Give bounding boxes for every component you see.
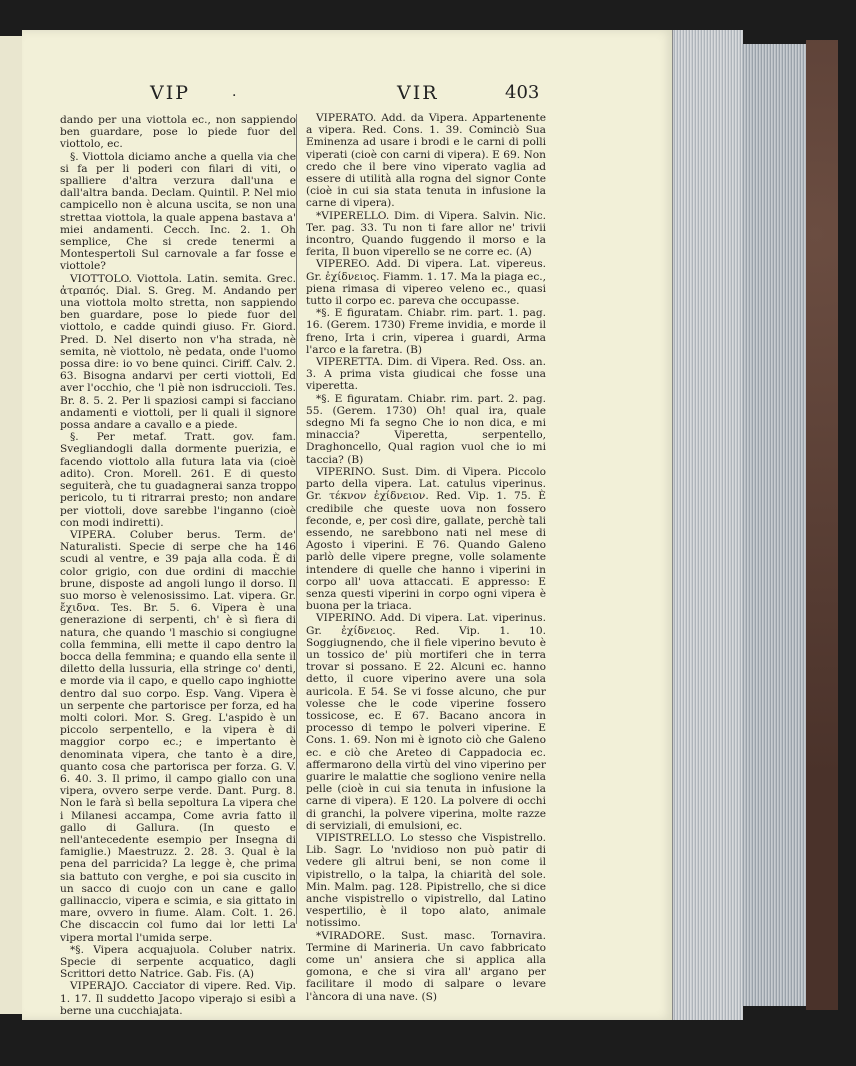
running-head-ornament: · [232,88,239,104]
right-column [306,112,546,1003]
page-block-edge [672,30,743,1020]
entry-paragraph: §. Per metaf. Tratt. gov. fam. Svegliandogli dalla dormente puerizia, e facendo viottolo alla futura lata via (cioè adito). Cron. Morell. 261. E di questo seguiterà, che tu guadagnerai sanza troppo pericolo, tu ti ritrarrai presto; non andare per viottoli, dove sarebbe l'inganno (cioè con modi indiretti). [60,431,296,529]
left-column [60,114,296,1017]
page-number: 403 [505,82,540,103]
entry-paragraph: dando per una viottola ec., non sappiendo ben guardare, pose lo piede fuor del viottolo, ec. [60,114,296,151]
left-page-edge [0,36,23,1014]
running-head-right: VIR [397,82,439,104]
entry-paragraph: *VIPERELLO. Dim. di Vipera. Salvin. Nic. Ter. pag. 33. Tu non ti fare allor ne' trivii incontro, Quando fuggendo il morso e la ferita, Il buon viperello se ne corre ec. (A) [306,209,546,259]
book-cover [806,40,838,1010]
entry-paragraph: VIPERINO. Add. Di vipera. Lat. viperinus. Gr. ἐχίδνειος. Red. Vip. 1. 10. Soggiugnendo, che il fiele viperino bevuto è un tossico de' più mortiferi che in terra trovar si possano. E 22. Alcuni ec. hanno detto, il cuore viperino avere una sola auricola. E 54. Se vi fosse alcuno, che pur volesse che le code viperine fossero tossicose, ec. E 67. Bacano ancora in processo di tempo le polveri viperine. E Cons. 1. 69. Non mi è ignoto ciò che Galeno ec. e ciò che Areteo di Cappadocia ec. affermarono della virtù del vino viperino per guarire le malattie che sogliono venire nella pelle (cioè in cui sia tenuta in infusione la carne di vipera). E 120. La polvere di occhi di granchi, la polvere viperina, molte razze di serviziali, di emulsioni, ec. [306,612,546,832]
entry-paragraph: *§. E figuratam. Chiabr. rim. part. 2. pag. 55. (Gerem. 1730) Oh! qual ira, quale sdegno Mi fa segno Che io non dica, e mi minaccia? Viperetta, serpentello, Draghoncello, Qual ragion vuol che io mi taccia? (B) [306,392,546,466]
entry-paragraph: §. Viottola diciamo anche a quella via che si fa per li poderi con filari di viti, o spalliere d'altra verzura dall'una e dall'altra banda. Declam. Quintil. P. Nel mio campicello non è alcuna uscita, se non una strettaa viottola, la quale appena bastava a' miei andamenti. Cecch. Inc. 2. 1. Oh semplice, Che si crede tenermi a Montespertoli Sul carnovale a far fosse e viottole? [60,150,296,273]
entry-paragraph: VIPERA. Coluber berus. Term. de' Naturalisti. Specie di serpe che ha 146 scudi al ventre, e 39 paja alla coda. È di color grigio, con due ordini di macchie brune, disposte ad angoli lungo il dorso. Il suo morso è velenosissimo. Lat. vipera. Gr. ἔχιδνα. Tes. Br. 5. 6. Vipera è una generazione di serpenti, ch' è sì fiera di natura, che quando 'l maschio si congiugne colla femmina, elli mette il capo dentro la bocca della femmina; e quando ella sente il diletto della lussuria, ella stringe co' denti, e morde via il capo, e quello capo inghiotte dentro dal suo corpo. Esp. Vang. Vipera è un serpente che partorisce per forza, ed ha molti colori. Mor. S. Greg. L'aspido è un piccolo serpentello, e la vipera è di maggior corpo ec.; e impertanto è denominata vipera, che tanto è a dire, quanto cosa che partorisca per forza. G. V. 6. 40. 3. Il primo, il campo giallo con una vipera, ovvero serpe verde. Dant. Purg. 8. Non le farà sì bella sepoltura La vipera che i Milanesi accampa, Come avria fatto il gallo di Gallura. (In questo e nell'antecedente esempio per Insegna di famiglie.) Maestruzz. 2. 28. 3. Qual è la pena del parricida? La legge è, che prima sia battuto con verghe, e poi sia cuscito in un sacco di cuojo con un cane e gallo gallinaccio, vipera e scimia, e sia gittato in mare, ovvero in fiume. Alam. Colt. 1. 26. Che discaccin col fumo dai lor letti La vipera mortal l'umida serpe. [60,528,296,944]
entry-paragraph: VIPERAJO. Cacciator di vipere. Red. Vip. 1. 17. Il suddetto Jacopo viperajo si esibì a berne una cucchiajata. [60,980,296,1017]
entry-paragraph: *§. E figuratam. Chiabr. rim. part. 1. pag. 16. (Gerem. 1730) Freme invidia, e morde il freno, Irta i crin, viperea i guardi, Arma l'arco e la faretra. (B) [306,307,546,356]
entry-paragraph: *VIRADORE. Sust. masc. Tornavira. Termine di Marineria. Un cavo fabbricato come un' ansiera che si applica alla gomona, e che si vira all' argano per facilitare il modo di salpare o levare l'àncora di una nave. (S) [306,929,546,1003]
page-block-edge-back [742,44,806,1006]
entry-paragraph: VIPERETTA. Dim. di Vipera. Red. Oss. an. 3. A prima vista giudicai che fosse una viperetta. [306,356,546,393]
entry-paragraph: VIPERATO. Add. da Vipera. Appartenente a vipera. Red. Cons. 1. 39. Cominciò Sua Eminenza ad usare i brodi e le carni di polli viperati (cioè con carni di vipera). E 69. Non credo che il bere vino viperato vaglia ad essere di utilità alla rogna del signor Conte (cioè in cui sia stata tenuta in infusione la carne di vipera). [306,112,546,210]
entry-paragraph: VIPERINO. Sust. Dim. di Vipera. Piccolo parto della vipera. Lat. catulus viperinus. Gr. τέκνον ἐχίδνειον. Red. Vip. 1. 75. È credibile che queste uova non fossero feconde, e, per così dire, gallate, perchè tali essendo, ne sarebbono nati nel mese di Agosto i viperini. E 76. Quando Galeno parlò delle vipere pregne, volle solamente intendere di quelle che hanno i viperini in corpo all' uova attaccati. E appresso: E senza questi viperini in corpo ogni vipera è buona per la triaca. [306,465,546,613]
entry-paragraph: VIPISTRELLO. Lo stesso che Vispistrello. Lib. Sagr. Lo 'nvidioso non può patir di vedere gli altrui beni, se non come il vipistrello, o la talpa, la chiarità del sole. Min. Malm. pag. 128. Pipistrello, che si dice anche vispistrello o vipistrello, dal Latino vespertilio, è il topo alato, animale notissimo. [306,831,546,930]
entry-paragraph: VIOTTOLO. Viottola. Latin. semita. Grec. ἀτραπός. Dial. S. Greg. M. Andando per una viottola molto stretta, non sappiendo ben guardare, pose lo piede fuor del viottolo, e cadde quindi giuso. Fr. Giord. Pred. D. Nel diserto non v'ha strada, nè semita, nè viottolo, nè pedata, onde l'uomo possa dire: io vo bene quinci. Ciriff. Calv. 2. 63. Bisogna andarvi per certi viottoli, Ed aver l'occhio, che 'l piè non isdruccioli. Tes. Br. 8. 5. 2. Per li spaziosi campi si facciano andamenti e viottoli, per li quali il signore possa andare a cavallo e a piede. [60,272,296,432]
entry-paragraph: VIPEREO. Add. Di vipera. Lat. vipereus. Gr. ἐχίδνειος. Fiamm. 1. 17. Ma la piaga ec., piena rimasa di vipereo veleno ec., quasi tutto il corpo ec. pareva che occupasse. [306,258,546,308]
running-head-left: VIP [150,82,191,104]
column-divider [296,114,297,924]
entry-paragraph: *§. Vipera acquajuola. Coluber natrix. Specie di serpente acquatico, dagli Scrittori detto Natrice. Gab. Fis. (A) [60,943,296,981]
